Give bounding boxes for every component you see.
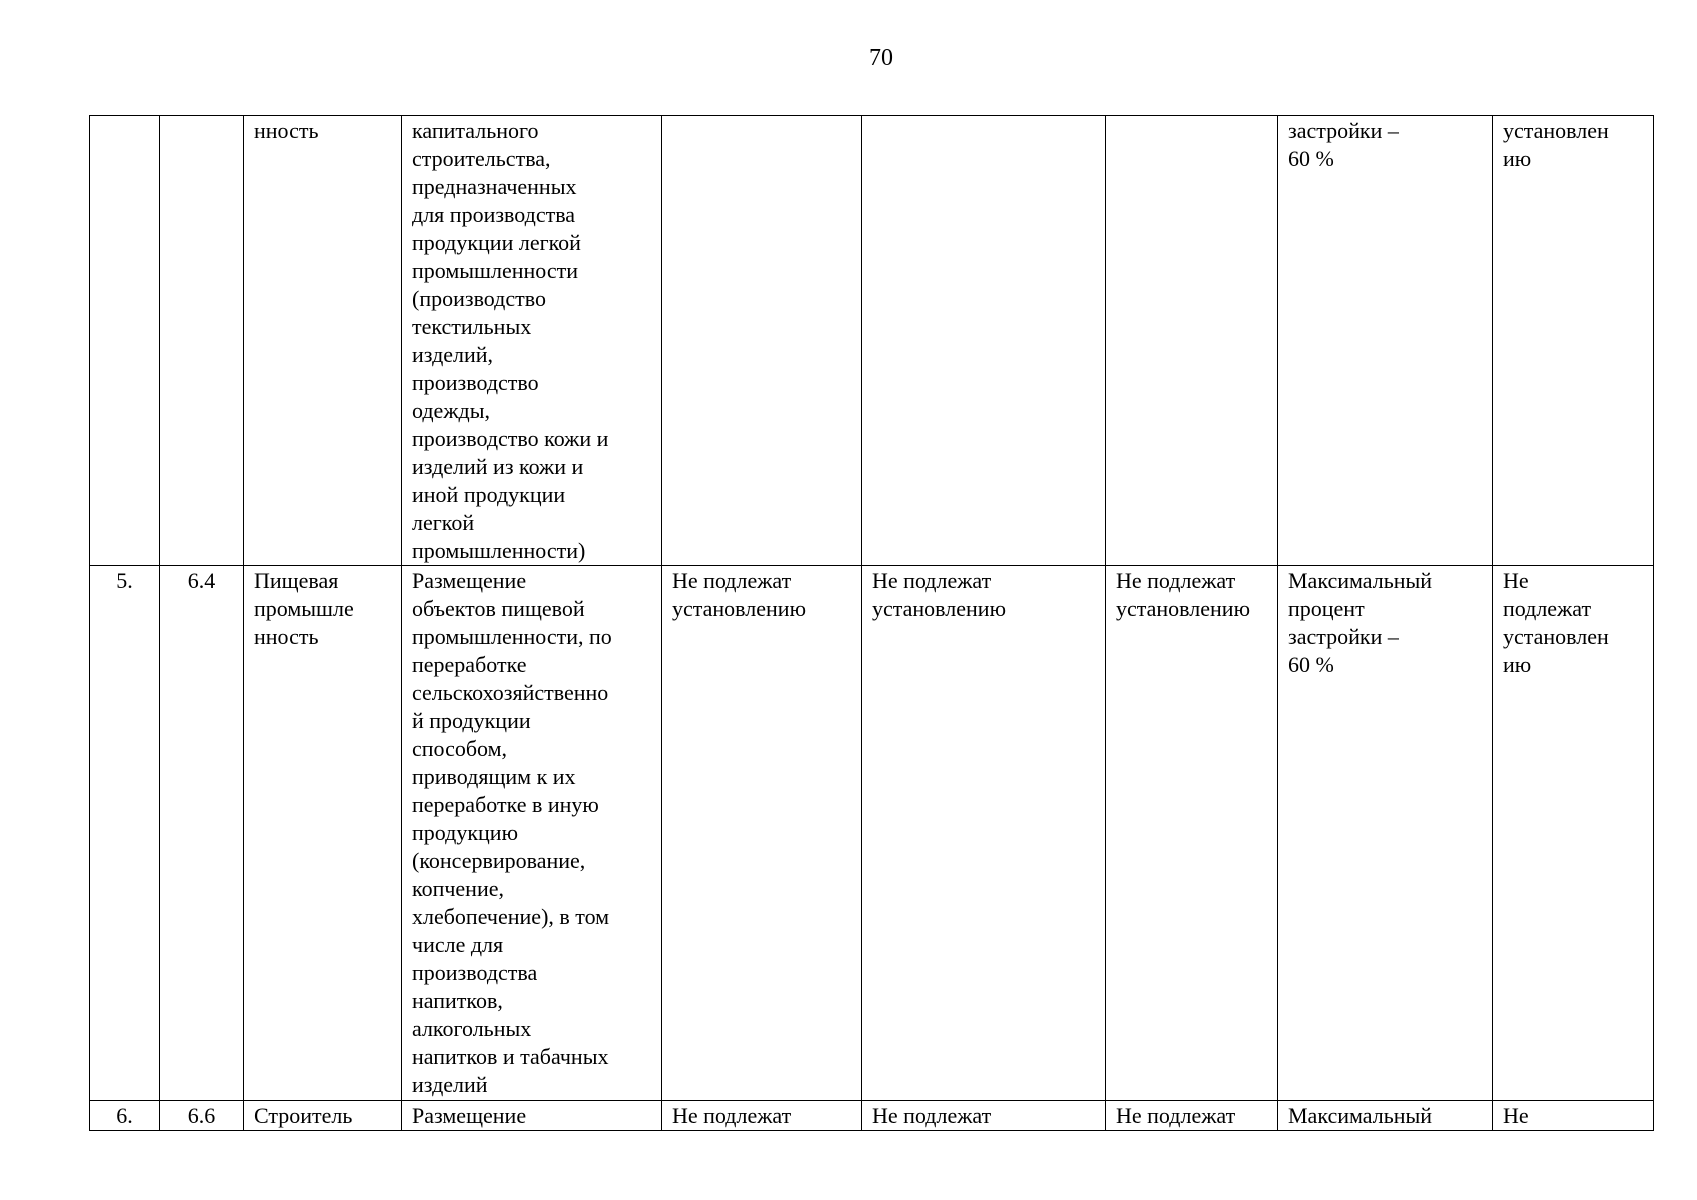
page-number: 70 [869,45,893,71]
cell-building-percent: застройки – 60 % [1278,116,1493,566]
cell-use-name: нность [244,116,402,566]
cell-building-percent: Максимальный процент застройки – 60 % [1278,566,1493,1101]
cell-code: 6.6 [160,1101,244,1131]
cell-code [160,116,244,566]
cell-col9: установлен ию [1493,116,1654,566]
cell-number [90,116,160,566]
cell-building-percent: Максимальный [1278,1101,1493,1131]
table-row [90,1101,1654,1131]
cell-description: Размещение объектов пищевой промышленности, по переработке сельскохозяйственно й продукции способом, приводящим к их переработке в иную продукцию (консервирование, копчение, хлебопечение), в том числе для производства напитков, алкогольных напитков и табачных изделий [402,566,662,1101]
cell-col5: Не подлежат [662,1101,862,1131]
table-row [90,566,1654,1101]
cell-col7: Не подлежат установлению [1106,566,1278,1101]
cell-number: 5. [90,566,160,1101]
table-row [90,116,1654,566]
cell-col6: Не подлежат [862,1101,1106,1131]
cell-col9: Не подлежат установлен ию [1493,566,1654,1101]
cell-col6: Не подлежат установлению [862,566,1106,1101]
cell-description: Размещение [402,1101,662,1131]
cell-description: капитального строительства, предназначенных для производства продукции легкой промышленности (производство текстильных изделий, производство одежды, производство кожи и изделий из кожи и иной продукции легкой промышленности) [402,116,662,566]
cell-use-name: Строитель [244,1101,402,1131]
cell-col5: Не подлежат установлению [662,566,862,1101]
cell-use-name: Пищевая промышле нность [244,566,402,1101]
cell-col7: Не подлежат [1106,1101,1278,1131]
cell-col7 [1106,116,1278,566]
cell-col6 [862,116,1106,566]
cell-code: 6.4 [160,566,244,1101]
cell-col9: Не [1493,1101,1654,1131]
cell-number: 6. [90,1101,160,1131]
land-use-table [89,115,1654,1131]
cell-col5 [662,116,862,566]
